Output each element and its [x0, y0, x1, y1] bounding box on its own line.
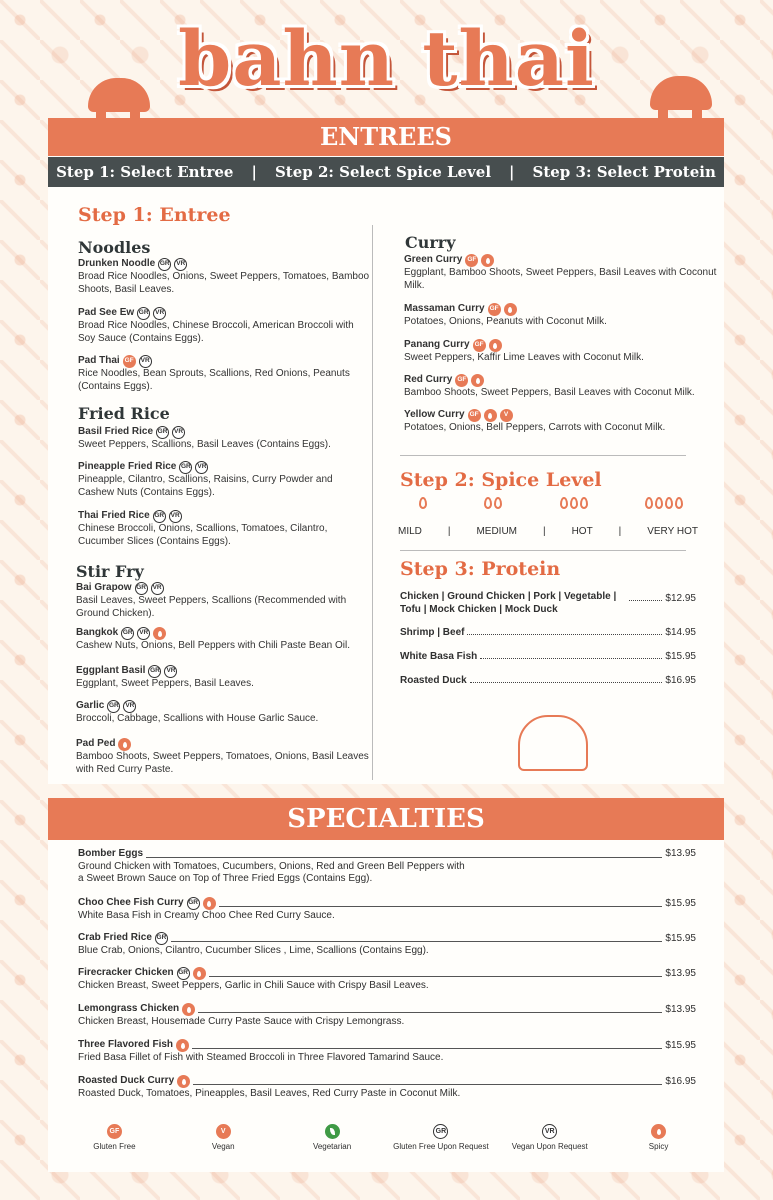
menu-item[interactable] — [404, 303, 718, 329]
legend-label: Gluten Free Upon Request — [393, 1142, 489, 1151]
vegan-request-icon: VR — [151, 582, 164, 595]
gluten-free-request-icon: GR — [177, 967, 190, 980]
spice-drops-very-hot — [644, 496, 684, 514]
spicy-flame-icon — [203, 897, 216, 910]
vegan-request-icon: VR — [137, 627, 150, 640]
item-name: Panang Curry — [404, 339, 470, 351]
gluten-free-request-icon: GR — [433, 1124, 448, 1139]
specialty-price: $15.95 — [665, 932, 696, 944]
item-description: Eggplant, Sweet Peppers, Basil Leaves. — [76, 678, 254, 689]
leader-dots — [480, 658, 662, 659]
legend-item — [386, 1124, 495, 1151]
spice-level-label: MILD — [398, 526, 422, 537]
spicy-flame-icon — [193, 967, 206, 980]
menu-item[interactable] — [78, 461, 370, 499]
item-name: Thai Fried Rice — [78, 510, 150, 522]
item-name: Garlic — [76, 700, 105, 712]
gluten-free-icon: GF — [473, 339, 486, 352]
specialty-price: $13.95 — [665, 848, 696, 859]
specialty-name: Three Flavored Fish — [78, 1039, 174, 1051]
spice-drop-icon — [580, 497, 588, 509]
leader-line — [198, 1012, 662, 1013]
menu-item[interactable] — [78, 510, 370, 548]
spicy-flame-icon — [481, 254, 494, 267]
item-description: Eggplant, Bamboo Shoots, Sweet Peppers, Basil Leaves with Coconut Milk. — [404, 267, 717, 291]
leader-line — [192, 1048, 662, 1049]
item-name: Pineapple Fried Rice — [78, 461, 177, 473]
protein-name: Shrimp | Beef — [400, 627, 465, 638]
menu-item[interactable] — [404, 339, 718, 365]
item-name: Basil Fried Rice — [78, 426, 154, 438]
vegan-request-icon: VR — [139, 355, 152, 368]
item-name: Bai Grapow — [76, 582, 132, 594]
item-name: Pad See Ew — [78, 307, 135, 319]
vegan-icon: V — [216, 1124, 231, 1139]
specialty-price: $15.95 — [665, 1039, 696, 1051]
spice-level-label: VERY HOT — [647, 526, 698, 537]
specialty-description: Chicken Breast, Sweet Peppers, Garlic in Chili Sauce with Crispy Basil Leaves. — [78, 980, 429, 991]
stir-fry-title: Stir Fry — [76, 562, 144, 581]
legend-item — [604, 1124, 713, 1151]
gluten-free-request-icon: GR — [137, 307, 150, 320]
item-description: Broad Rice Noodles, Onions, Sweet Peppers, Tomatoes, Bamboo Shoots, Basil Leaves. — [78, 271, 370, 295]
divider-step2 — [400, 455, 686, 456]
legend-item — [169, 1124, 278, 1151]
item-name: Eggplant Basil — [76, 665, 146, 677]
specialty-price: $16.95 — [665, 1075, 696, 1087]
step-label: Step 1: Select Entree — [56, 163, 234, 181]
specialty-description: Roasted Duck, Tomatoes, Pineapples, Basil Leaves, Red Curry Paste in Coconut Milk. — [78, 1088, 461, 1099]
spice-drop-icon — [675, 497, 683, 509]
gluten-free-request-icon: GR — [135, 582, 148, 595]
step-label: Step 2: Select Spice Level — [274, 163, 492, 181]
spice-level-label: MEDIUM — [476, 526, 518, 537]
dietary-legend — [60, 1124, 713, 1151]
specialty-name: Lemongrass Chicken — [78, 1003, 180, 1015]
vegan-request-icon: VR — [164, 665, 177, 678]
gluten-free-request-icon: GR — [153, 510, 166, 523]
legend-label: Vegan — [211, 1142, 235, 1151]
specialty-description: White Basa Fish in Creamy Choo Chee Red Curry Sauce. — [78, 910, 335, 921]
legend-item — [495, 1124, 604, 1151]
elephant-mascot-icon — [518, 715, 588, 771]
step2-title: Step 2: Spice Level — [400, 469, 602, 491]
menu-item[interactable] — [78, 426, 370, 452]
item-name: Pad Ped — [76, 738, 116, 750]
step3-title: Step 3: Protein — [400, 558, 561, 580]
menu-item[interactable] — [404, 374, 718, 400]
column-divider — [372, 225, 373, 780]
spice-drops — [398, 496, 698, 514]
spicy-flame-icon — [471, 374, 484, 387]
item-name: Green Curry — [404, 254, 463, 266]
legend-item — [278, 1124, 387, 1151]
gluten-free-icon: GF — [455, 374, 468, 387]
menu-item[interactable] — [78, 355, 370, 393]
gluten-free-icon: GF — [488, 303, 501, 316]
steps-separator: | — [509, 163, 515, 181]
menu-item[interactable] — [76, 738, 370, 776]
specialty-item[interactable] — [78, 1003, 696, 1029]
step1-title: Step 1: Entree — [78, 204, 231, 226]
entrees-title: ENTREES — [320, 122, 452, 151]
spice-drop-icon — [645, 497, 653, 509]
protein-row[interactable] — [400, 651, 696, 662]
leader-line — [219, 906, 663, 907]
spice-drop-icon — [655, 497, 663, 509]
specialty-price: $15.95 — [665, 897, 696, 909]
item-description: Pineapple, Cilantro, Scallions, Raisins, Curry Powder and Cashew Nuts (Contains Eggs). — [78, 474, 333, 498]
item-name: Yellow Curry — [404, 409, 465, 421]
item-description: Basil Leaves, Sweet Peppers, Scallions (Recommended with Ground Chicken). — [76, 595, 347, 619]
spice-drop-icon — [494, 497, 502, 509]
menu-item[interactable] — [78, 258, 370, 296]
gluten-free-icon: GF — [468, 409, 481, 422]
specialty-item[interactable] — [78, 848, 696, 886]
legend-label: Vegan Upon Request — [511, 1142, 588, 1151]
leader-line — [209, 976, 663, 977]
menu-item[interactable] — [76, 665, 370, 691]
specialty-item[interactable] — [78, 1075, 696, 1101]
item-name: Bangkok — [76, 627, 119, 639]
spice-drop-icon — [665, 497, 673, 509]
leader-line — [171, 941, 662, 942]
spice-level-scale — [398, 496, 698, 537]
spice-separator: | — [542, 526, 546, 537]
item-description: Bamboo Shoots, Sweet Peppers, Basil Leaves with Coconut Milk. — [404, 387, 695, 398]
protein-row[interactable] — [400, 627, 696, 638]
spicy-flame-icon — [484, 409, 497, 422]
spicy-flame-icon — [651, 1124, 666, 1139]
leader-dots — [470, 682, 663, 683]
spicy-flame-icon — [182, 1003, 195, 1016]
specialty-item[interactable] — [78, 967, 696, 993]
item-description: Potatoes, Onions, Bell Peppers, Carrots with Coconut Milk. — [404, 422, 666, 433]
protein-price: $14.95 — [665, 627, 696, 638]
leader-line — [146, 857, 662, 858]
specialty-name: Firecracker Chicken — [78, 967, 174, 979]
spicy-flame-icon — [177, 1075, 190, 1088]
item-description: Potatoes, Onions, Peanuts with Coconut Milk. — [404, 316, 607, 327]
vegetarian-leaf-icon — [325, 1124, 340, 1139]
leader-dots — [467, 634, 662, 635]
spice-separator: | — [447, 526, 451, 537]
specialty-item[interactable] — [78, 1039, 696, 1065]
specialty-description: Chicken Breast, Housemade Curry Paste Sauce with Crispy Lemongrass. — [78, 1016, 405, 1027]
leader-dots — [629, 600, 662, 601]
protein-price: $12.95 — [665, 593, 696, 604]
vegan-request-icon: VR — [195, 461, 208, 474]
specialty-description: Ground Chicken with Tomatoes, Cucumbers, Onions, Red and Green Bell Peppers with a Sweet Brown Sauce on Top of Three Fried Eggs (Contains Egg). — [78, 860, 465, 884]
specialty-name: Roasted Duck Curry — [78, 1075, 175, 1087]
spice-drops-mild — [418, 496, 428, 514]
leader-line — [193, 1084, 662, 1085]
spice-drop-icon — [570, 497, 578, 509]
specialties-banner — [48, 798, 724, 840]
specialty-price: $13.95 — [665, 967, 696, 979]
item-description: Rice Noodles, Bean Sprouts, Scallions, Red Onions, Peanuts (Contains Eggs). — [78, 368, 350, 392]
protein-name: White Basa Fish — [400, 651, 478, 662]
vegan-request-icon: VR — [169, 510, 182, 523]
gluten-free-request-icon: GR — [121, 627, 134, 640]
specialty-name: Bomber Eggs — [78, 848, 144, 859]
item-name: Red Curry — [404, 374, 453, 386]
spice-drops-medium — [483, 496, 503, 514]
spice-level-label: HOT — [571, 526, 593, 537]
item-description: Chinese Broccoli, Onions, Scallions, Tomatoes, Cilantro, Cucumber Slices (Contains Eggs). — [78, 523, 328, 547]
specialty-name: Crab Fried Rice — [78, 932, 152, 944]
menu-item[interactable] — [404, 254, 718, 292]
vegan-request-icon: VR — [153, 307, 166, 320]
legend-label: Spicy — [648, 1142, 669, 1151]
protein-name: Chicken | Ground Chicken | Pork | Vegetable | Tofu | Mock Chicken | Mock Duck — [400, 591, 617, 615]
spicy-flame-icon — [176, 1039, 189, 1052]
protein-row[interactable] — [400, 591, 696, 616]
item-name: Pad Thai — [78, 355, 120, 367]
gluten-free-request-icon: GR — [107, 700, 120, 713]
noodles-title: Noodles — [78, 238, 151, 257]
vegan-request-icon: VR — [123, 700, 136, 713]
spice-separator: | — [618, 526, 622, 537]
gluten-free-icon: GF — [107, 1124, 122, 1139]
curry-title: Curry — [405, 233, 456, 252]
spicy-flame-icon — [118, 738, 131, 751]
menu-item[interactable] — [404, 409, 718, 435]
protein-price: $16.95 — [665, 675, 696, 686]
item-name: Drunken Noodle — [78, 258, 156, 270]
item-description: Broad Rice Noodles, Chinese Broccoli, American Broccoli with Soy Sauce (Contains Eggs). — [78, 320, 354, 344]
entrees-banner — [48, 118, 724, 156]
spice-drops-hot — [559, 496, 589, 514]
steps-bar — [48, 157, 724, 187]
legend-label: Gluten Free — [93, 1142, 136, 1151]
item-description: Cashew Nuts, Onions, Bell Peppers with Chili Paste Bean Oil. — [76, 640, 351, 651]
step-label: Step 3: Select Protein — [532, 163, 716, 181]
menu-item[interactable] — [76, 700, 370, 726]
legend-item — [60, 1124, 169, 1151]
item-description: Sweet Peppers, Scallions, Basil Leaves (Contains Eggs). — [78, 439, 331, 450]
specialties-title: SPECIALTIES — [287, 804, 485, 834]
spicy-flame-icon — [153, 627, 166, 640]
item-description: Sweet Peppers, Kaffir Lime Leaves with Coconut Milk. — [404, 352, 644, 363]
specialty-description: Fried Basa Fillet of Fish with Steamed Broccoli in Three Flavored Tamarind Sauce. — [78, 1052, 444, 1063]
gluten-free-icon: GF — [123, 355, 136, 368]
item-description: Bamboo Shoots, Sweet Peppers, Tomatoes, Onions, Basil Leaves with Red Curry Paste. — [76, 751, 369, 775]
gluten-free-request-icon: GR — [155, 932, 168, 945]
gluten-free-request-icon: GR — [148, 665, 161, 678]
specialty-item[interactable] — [78, 897, 696, 923]
spice-drop-icon — [484, 497, 492, 509]
gluten-free-request-icon: GR — [179, 461, 192, 474]
brand-logo: bahn thai — [178, 14, 595, 103]
spice-labels — [398, 526, 698, 537]
protein-row[interactable] — [400, 675, 696, 686]
item-description: Broccoli, Cabbage, Scallions with House Garlic Sauce. — [76, 713, 319, 724]
protein-name: Roasted Duck — [400, 675, 467, 686]
divider-step3 — [400, 550, 686, 551]
spice-drop-icon — [419, 497, 427, 509]
specialty-item[interactable] — [78, 932, 696, 958]
vegan-icon: V — [500, 409, 513, 422]
steps-separator: | — [251, 163, 257, 181]
menu-item[interactable] — [76, 582, 370, 620]
fried-rice-title: Fried Rice — [78, 404, 170, 423]
specialty-name: Choo Chee Fish Curry — [78, 897, 184, 909]
item-name: Massaman Curry — [404, 303, 485, 315]
vegan-request-icon: VR — [172, 426, 185, 439]
gluten-free-request-icon: GR — [187, 897, 200, 910]
protein-price: $15.95 — [665, 651, 696, 662]
legend-label: Vegetarian — [312, 1142, 352, 1151]
menu-item[interactable] — [76, 627, 370, 653]
spice-drop-icon — [560, 497, 568, 509]
vegan-request-icon: VR — [174, 258, 187, 271]
menu-item[interactable] — [78, 307, 370, 345]
vegan-request-icon: VR — [542, 1124, 557, 1139]
specialty-description: Blue Crab, Onions, Cilantro, Cucumber Slices , Lime, Scallions (Contains Egg). — [78, 945, 429, 956]
specialty-price: $13.95 — [665, 1003, 696, 1015]
gluten-free-request-icon: GR — [158, 258, 171, 271]
spicy-flame-icon — [504, 303, 517, 316]
spicy-flame-icon — [489, 339, 502, 352]
gluten-free-request-icon: GR — [156, 426, 169, 439]
gluten-free-icon: GF — [465, 254, 478, 267]
